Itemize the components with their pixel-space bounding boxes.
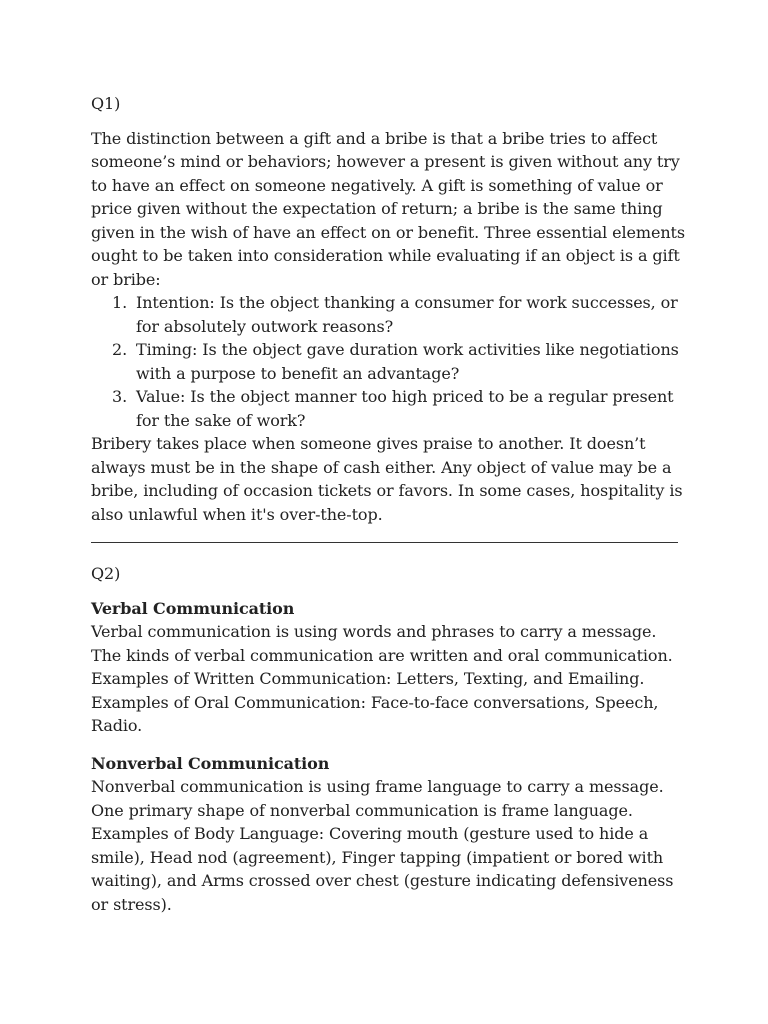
list-item — [91, 385, 691, 432]
nonverbal-communication-heading: Nonverbal Communication — [91, 753, 330, 773]
q2-label: Q2) — [91, 564, 121, 583]
list-item — [91, 338, 691, 385]
q1-closing-paragraph: Bribery takes place when someone gives praise to another. It doesn’t always must be in the shape of cash either. Any object of value may be a bribe, including of occasion tickets or favors. In some cases, hospitality is also unlawful when it's over-the-top. — [91, 434, 683, 524]
section-divider — [91, 542, 678, 543]
q1-elements-list — [91, 291, 691, 432]
list-item-number: 1. — [112, 293, 128, 312]
nonverbal-communication-paragraph: Nonverbal communication is using frame language to carry a message. One primary shape of nonverbal communication is frame language. Examples of Body Language: Covering mouth (gesture used to hide a smile), Head nod (agreement), Finger tapping (impatient or bored with waiting), and Arms crossed over chest (gesture indicating defensiveness or stress). — [91, 777, 674, 914]
list-item-text: Intention: Is the object thanking a consumer for work successes, or for absolutely outwork reasons? — [136, 293, 678, 336]
verbal-communication-paragraph: Verbal communication is using words and phrases to carry a message. The kinds of verbal communication are written and oral communication. Examples of Written Communication: Letters, Texting, and Emailing. Examples of Oral Communication: Face-to-face conversations, Speech, Radio. — [91, 622, 673, 735]
list-item — [91, 291, 691, 338]
q1-section — [91, 92, 691, 526]
list-item-text: Timing: Is the object gave duration work activities like negotiations with a purpose to benefit an advantage? — [136, 340, 679, 383]
q2-section — [91, 562, 691, 916]
q1-intro-paragraph: The distinction between a gift and a bribe is that a bribe tries to affect someone’s mind or behaviors; however a present is given without any try to have an effect on someone negatively. A gift is something of value or price given without the expectation of return; a bribe is the same thing given in the wish of have an effect on or benefit. Three essential elements ought to be taken into consideration while evaluating if an object is a gift or bribe: — [91, 128, 685, 289]
verbal-communication-heading: Verbal Communication — [91, 598, 295, 618]
list-item-number: 2. — [112, 340, 128, 359]
list-item-number: 3. — [112, 387, 128, 406]
list-item-text: Value: Is the object manner too high priced to be a regular present for the sake of work? — [136, 387, 674, 430]
document-page — [91, 92, 691, 916]
q1-label: Q1) — [91, 94, 121, 113]
